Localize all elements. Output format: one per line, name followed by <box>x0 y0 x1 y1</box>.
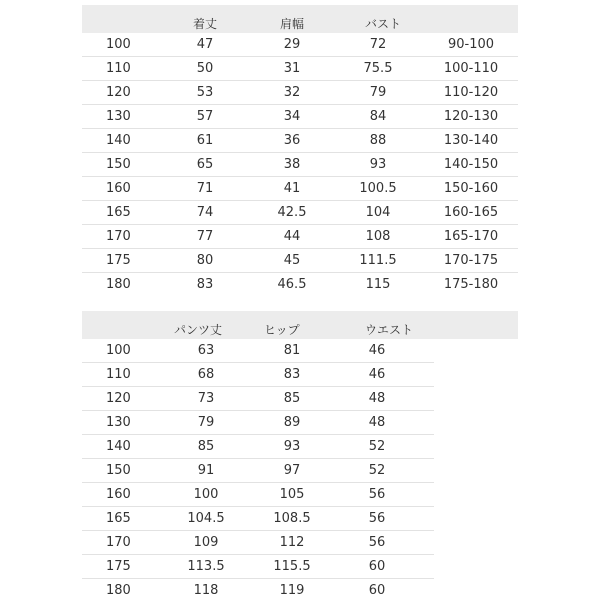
cell-height-range: 120-130 <box>443 109 499 124</box>
cell-size: 175 <box>106 559 131 574</box>
cell-shoulder: 42.5 <box>277 205 307 220</box>
cell-waist: 46 <box>368 343 386 358</box>
cell-length: 77 <box>196 229 214 244</box>
cell-waist: 48 <box>368 415 386 430</box>
cell-shoulder: 32 <box>283 85 301 100</box>
table-row <box>82 555 434 579</box>
cell-length: 65 <box>196 157 214 172</box>
table-row <box>82 201 518 225</box>
cell-pants-length: 91 <box>197 463 215 478</box>
cell-height-range: 150-160 <box>443 181 499 196</box>
cell-pants-length: 109 <box>193 535 219 550</box>
cell-bust: 79 <box>369 85 387 100</box>
header-pants-length: パンツ丈 <box>174 323 223 337</box>
cell-length: 50 <box>196 61 214 76</box>
header-waist: ウエスト <box>365 323 414 337</box>
table-row <box>82 105 518 129</box>
cell-size: 120 <box>106 391 131 406</box>
cell-size: 160 <box>106 181 131 196</box>
cell-height-range: 140-150 <box>443 157 499 172</box>
cell-shoulder: 38 <box>283 157 301 172</box>
cell-shoulder: 41 <box>283 181 301 196</box>
cell-length: 53 <box>196 85 214 100</box>
cell-size: 165 <box>106 205 131 220</box>
cell-height-range: 130-140 <box>443 133 499 148</box>
cell-size: 150 <box>106 463 131 478</box>
cell-hip: 83 <box>283 367 301 382</box>
table-row <box>82 579 434 602</box>
cell-height-range: 100-110 <box>443 61 499 76</box>
cell-bust: 75.5 <box>363 61 393 76</box>
cell-height-range: 165-170 <box>443 229 499 244</box>
cell-shoulder: 29 <box>283 37 301 52</box>
table-row <box>82 153 518 177</box>
cell-hip: 89 <box>283 415 301 430</box>
cell-length: 80 <box>196 253 214 268</box>
cell-size: 170 <box>106 229 131 244</box>
cell-pants-length: 63 <box>197 343 215 358</box>
cell-size: 100 <box>106 37 131 52</box>
cell-waist: 60 <box>368 559 386 574</box>
cell-waist: 48 <box>368 391 386 406</box>
cell-height-range: 110-120 <box>443 85 499 100</box>
cell-length: 47 <box>196 37 214 52</box>
cell-size: 130 <box>106 109 131 124</box>
cell-size: 160 <box>106 487 131 502</box>
top-table-body <box>82 33 518 296</box>
table-row <box>82 57 518 81</box>
cell-hip: 108.5 <box>273 511 311 526</box>
cell-height-range: 170-175 <box>443 253 499 268</box>
cell-pants-length: 104.5 <box>187 511 225 526</box>
table-row <box>82 435 434 459</box>
cell-hip: 105 <box>279 487 305 502</box>
table-row <box>82 339 434 363</box>
table-row <box>82 387 434 411</box>
cell-pants-length: 73 <box>197 391 215 406</box>
cell-height-range: 175-180 <box>443 277 499 292</box>
cell-size: 180 <box>106 583 131 598</box>
cell-pants-length: 100 <box>193 487 219 502</box>
table-row <box>82 129 518 153</box>
cell-bust: 108 <box>365 229 391 244</box>
cell-waist: 56 <box>368 487 386 502</box>
cell-bust: 111.5 <box>359 253 397 268</box>
cell-height-range: 160-165 <box>443 205 499 220</box>
table-row <box>82 249 518 273</box>
cell-size: 140 <box>106 133 131 148</box>
cell-hip: 93 <box>283 439 301 454</box>
table-row <box>82 507 434 531</box>
table-row <box>82 177 518 201</box>
table-row <box>82 531 434 555</box>
cell-size: 150 <box>106 157 131 172</box>
cell-size: 170 <box>106 535 131 550</box>
cell-waist: 56 <box>368 535 386 550</box>
cell-size: 110 <box>106 367 131 382</box>
cell-shoulder: 46.5 <box>277 277 307 292</box>
cell-waist: 60 <box>368 583 386 598</box>
header-shoulder: 肩幅 <box>279 17 304 31</box>
cell-size: 120 <box>106 85 131 100</box>
top-size-table <box>82 5 518 296</box>
cell-bust: 100.5 <box>359 181 397 196</box>
table-row <box>82 459 434 483</box>
table-row <box>82 363 434 387</box>
cell-bust: 115 <box>365 277 391 292</box>
header-bust: バスト <box>365 17 402 31</box>
cell-size: 130 <box>106 415 131 430</box>
header-hip: ヒップ <box>264 323 300 337</box>
top-table-header <box>82 5 518 33</box>
cell-hip: 85 <box>283 391 301 406</box>
cell-size: 175 <box>106 253 131 268</box>
cell-pants-length: 118 <box>193 583 219 598</box>
cell-waist: 56 <box>368 511 386 526</box>
cell-bust: 104 <box>365 205 391 220</box>
cell-bust: 88 <box>369 133 387 148</box>
cell-shoulder: 44 <box>283 229 301 244</box>
table-row <box>82 273 518 296</box>
cell-bust: 93 <box>369 157 387 172</box>
table-row <box>82 33 518 57</box>
cell-size: 165 <box>106 511 131 526</box>
cell-pants-length: 85 <box>197 439 215 454</box>
cell-shoulder: 34 <box>283 109 301 124</box>
cell-hip: 115.5 <box>273 559 311 574</box>
cell-pants-length: 113.5 <box>187 559 225 574</box>
cell-length: 83 <box>196 277 214 292</box>
cell-hip: 119 <box>279 583 305 598</box>
cell-shoulder: 36 <box>283 133 301 148</box>
cell-waist: 52 <box>368 463 386 478</box>
cell-pants-length: 68 <box>197 367 215 382</box>
table-row <box>82 81 518 105</box>
cell-shoulder: 45 <box>283 253 301 268</box>
cell-size: 140 <box>106 439 131 454</box>
cell-shoulder: 31 <box>283 61 301 76</box>
cell-bust: 84 <box>369 109 387 124</box>
bottom-table-header <box>82 311 518 339</box>
cell-length: 74 <box>196 205 214 220</box>
cell-bust: 72 <box>369 37 387 52</box>
cell-size: 110 <box>106 61 131 76</box>
header-length: 着丈 <box>192 17 217 31</box>
cell-hip: 112 <box>279 535 305 550</box>
cell-hip: 97 <box>283 463 301 478</box>
cell-waist: 46 <box>368 367 386 382</box>
table-row <box>82 483 434 507</box>
cell-height-range: 90-100 <box>447 37 495 52</box>
cell-size: 100 <box>106 343 131 358</box>
bottom-table-body <box>82 339 434 602</box>
cell-waist: 52 <box>368 439 386 454</box>
cell-pants-length: 79 <box>197 415 215 430</box>
cell-length: 57 <box>196 109 214 124</box>
table-row <box>82 411 434 435</box>
cell-length: 71 <box>196 181 214 196</box>
cell-length: 61 <box>196 133 214 148</box>
bottom-size-table <box>82 311 518 602</box>
cell-hip: 81 <box>283 343 301 358</box>
table-row <box>82 225 518 249</box>
cell-size: 180 <box>106 277 131 292</box>
